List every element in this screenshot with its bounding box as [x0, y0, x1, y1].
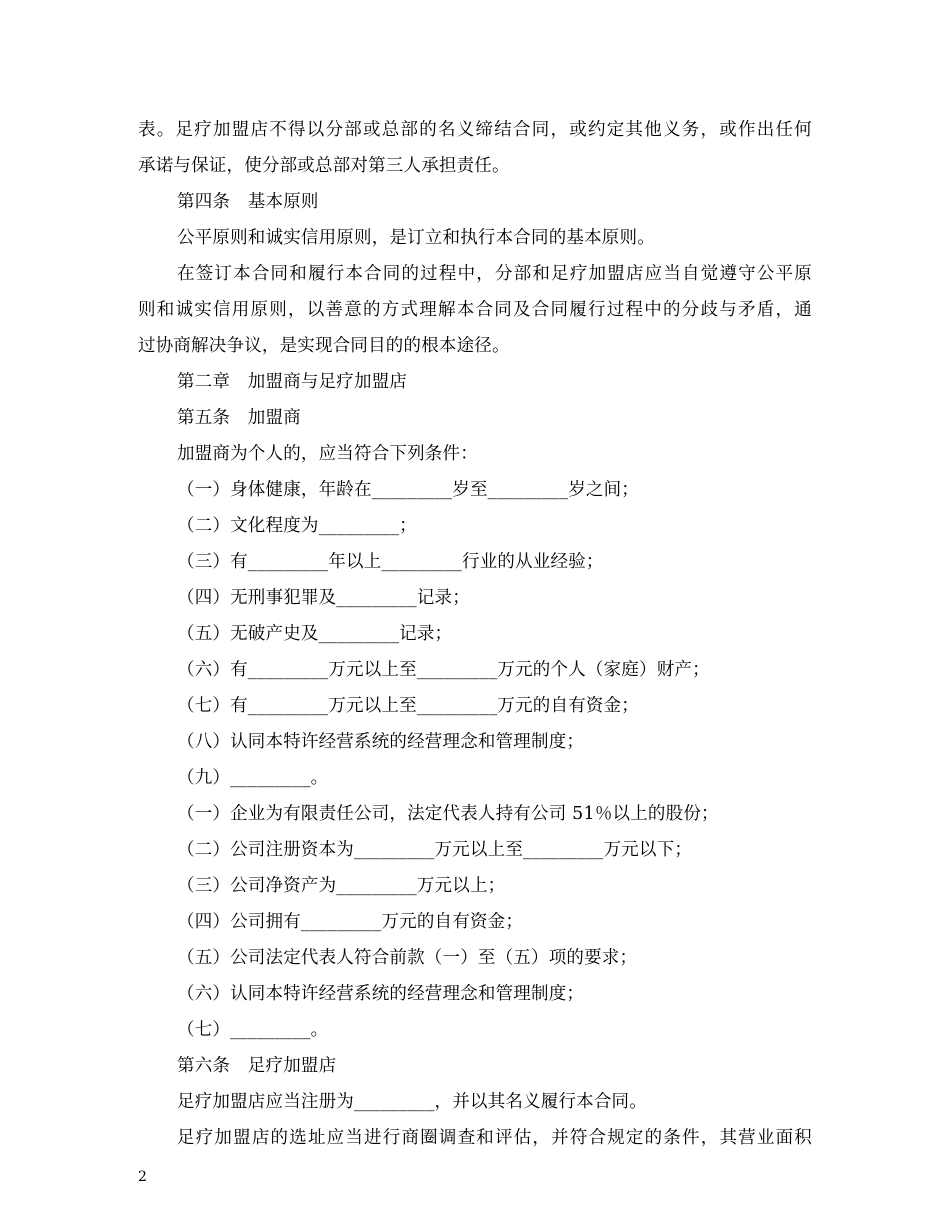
paragraph-line: 公平原则和诚实信用原则，是订立和执行本合同的基本原则。 [177, 228, 655, 248]
paragraph-line: 则和诚实信用原则，以善意的方式理解本合同及合同履行过程中的分歧与矛盾，通 [138, 300, 812, 320]
list-item: （二）文化程度为_________； [177, 516, 417, 536]
list-item: （四）无刑事犯罪及_________记录； [177, 588, 470, 608]
list-item: （九）_________。 [177, 768, 329, 788]
list-item: （七）_________。 [177, 1020, 329, 1040]
article-heading: 第五条 加盟商 [177, 408, 301, 428]
list-item: （一）企业为有限责任公司，法定代表人持有公司 51％以上的股份； [177, 804, 719, 824]
list-item: （四）公司拥有_________万元的自有资金； [177, 912, 524, 932]
list-item: （二）公司注册资本为_________万元以上至_________万元以下； [177, 840, 693, 860]
page-number: 2 [138, 1169, 147, 1185]
paragraph-line: 过协商解决争议，是实现合同目的的根本途径。 [138, 336, 510, 356]
chapter-heading: 第二章 加盟商与足疗加盟店 [177, 372, 408, 392]
list-item: （八）认同本特许经营系统的经营理念和管理制度； [177, 732, 585, 752]
list-item: （五）公司法定代表人符合前款（一）至（五）项的要求； [177, 948, 638, 968]
list-item: （三）公司净资产为_________万元以上； [177, 876, 506, 896]
paragraph-line: 足疗加盟店的选址应当进行商圈调查和评估，并符合规定的条件，其营业面积 [177, 1128, 812, 1148]
paragraph-line: 加盟商为个人的，应当符合下列条件： [177, 444, 478, 464]
list-item: （七）有_________万元以上至_________万元的自有资金； [177, 696, 639, 716]
paragraph-line: 承诺与保证，使分部或总部对第三人承担责任。 [138, 156, 510, 176]
list-item: （六）有_________万元以上至_________万元的个人（家庭）财产； [177, 660, 710, 680]
article-heading: 第六条 足疗加盟店 [177, 1056, 337, 1076]
list-item: （六）认同本特许经营系统的经营理念和管理制度； [177, 984, 585, 1004]
paragraph-line: 表。足疗加盟店不得以分部或总部的名义缔结合同，或约定其他义务，或作出任何 [138, 120, 812, 140]
list-item: （五）无破产史及_________记录； [177, 624, 453, 644]
article-heading: 第四条 基本原则 [177, 192, 319, 212]
list-item: （一）身体健康，年龄在_________岁至_________岁之间； [177, 480, 639, 500]
list-item: （三）有_________年以上_________行业的从业经验； [177, 552, 604, 572]
paragraph-line: 足疗加盟店应当注册为_________，并以其名义履行本合同。 [177, 1092, 647, 1112]
paragraph-line: 在签订本合同和履行本合同的过程中，分部和足疗加盟店应当自觉遵守公平原 [177, 264, 812, 284]
